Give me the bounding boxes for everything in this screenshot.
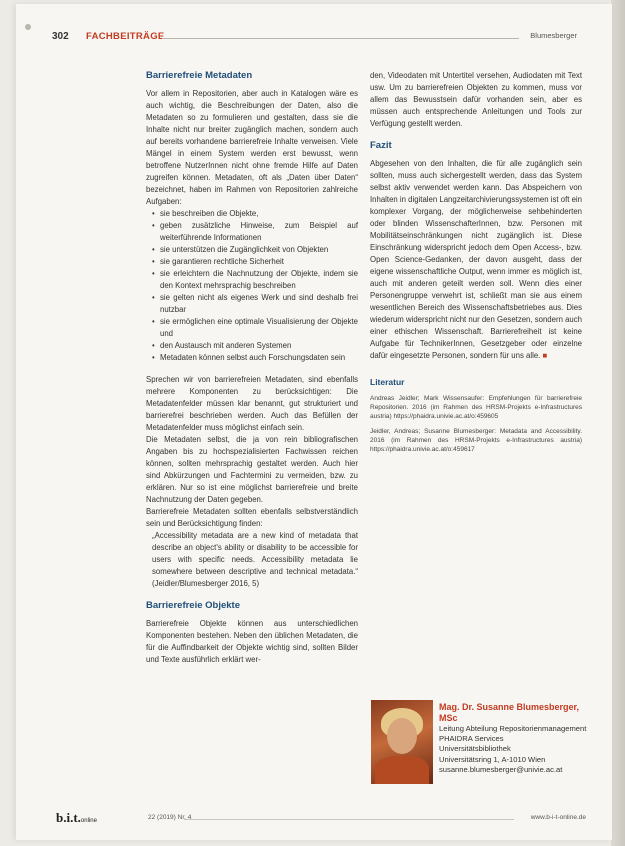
author-name: Mag. Dr. Susanne Blumesberger, MSc bbox=[439, 702, 580, 723]
author-box bbox=[371, 700, 586, 790]
fazit-text: Abgesehen von den Inhalten, die für alle zugänglich sein sollten, muss auch sichergestellt werden, dass das System selbst aktiv verwendet werden kann. Das Abspeichern von Inhalten in digitalen Langzeitarchivierungssystemen ist oft ein komplexer Vorgang, der möglicherweise sehbehinderten oder blinden WissenschafterInnen, bzw. Personen mit Mobilitätseinschränkungen nicht zugänglich ist. Diese Einschränkung widerspricht jedoch dem Open Access-, bzw. Open Science-Gedanken, der davon ausgeht, dass der eigene wissenschaftliche Output, wenn immer es möglich ist, auch mit anderen geteilt werden soll. Wenn dies einer Personengruppe verwehrt ist, schließt man sie aus einem wesentlichen Bereich des Wissenschaftsbetriebes aus. Dies wiederum widerspricht nicht nur den Gesetzen, sondern auch einer ethischen Wissenschaft. Barrierefreiheit ist keine Aufgabe für TechnikerInnen, Gesetzgeber oder einzelne dafür eingesetzte Personen, sondern für uns alle. bbox=[370, 159, 582, 360]
list-item: • geben zusätzliche Hinweise, zum Beispiel auf weiterführende Informationen bbox=[154, 220, 358, 244]
list-item: • sie garantieren rechtliche Sicherheit bbox=[154, 256, 358, 268]
list-item: • sie erleichtern die Nachnutzung der Objekte, indem sie den Kontext mehrsprachig beschreiben bbox=[154, 268, 358, 292]
list-item: • sie unterstützen die Zugänglichkeit von Objekten bbox=[154, 244, 358, 256]
paragraph: Barrierefreie Metadaten sollten ebenfalls selbstverständlich sein und Berücksichtigung finden: bbox=[146, 507, 358, 528]
issue-label: 22 (2019) Nr. 4 bbox=[148, 814, 192, 821]
page-edge-shadow bbox=[611, 0, 625, 846]
header-author: Blumesberger bbox=[530, 31, 577, 40]
section-label: FACHBEITRÄGE bbox=[86, 31, 165, 42]
heading-fazit: Fazit bbox=[370, 140, 392, 151]
punch-hole bbox=[25, 24, 31, 30]
end-mark: ■ bbox=[542, 351, 548, 360]
paragraph: Sprechen wir von barrierefreien Metadaten, sind ebenfalls mehrere Komponenten zu berücksichtigen: Die Metadatenfelder müssen klar benannt, gut strukturiert und barrierefrei beschrieben werden. Auch das Befüllen der Metadatenfelder muss möglichst einfach sein. bbox=[146, 375, 358, 432]
heading-barrierefreie-metadaten: Barrierefreie Metadaten bbox=[146, 70, 253, 81]
reference-list bbox=[370, 394, 582, 454]
list-item: • sie gelten nicht als eigenes Werk und sind deshalb frei nutzbar bbox=[154, 292, 358, 316]
footer-rule bbox=[184, 819, 514, 820]
list-item: • sie beschreiben die Objekte, bbox=[154, 208, 358, 220]
paragraph: den, Videodaten mit Untertitel versehen, Audiodaten mit Text usw. Um zu barrierefreien Objekten zu kommen, muss vor allem das Bewusstsein dafür vorhanden sein, aber es müssen auch entsprechende Anleitungen und Tools zur Verfügung gestellt werden. bbox=[370, 71, 582, 128]
bit-logo: b.i.t.online bbox=[56, 810, 97, 825]
header-rule bbox=[162, 38, 519, 39]
paragraph bbox=[370, 158, 582, 362]
author-email: susanne.blumesberger@univie.ac.at bbox=[439, 764, 563, 774]
right-column bbox=[370, 70, 582, 460]
paragraph: Die Metadaten selbst, die ja von rein bibliografischen Angaben bis zu hochspezialisierten Fachwissen reichen können, sollten mehrsprachig gestaltet werden. Auch hier sind Abkürzungen und Fachtermini zu vermeiden, bzw. zu erklären. Nur so ist eine möglichst barrierefreie und breite Nachnutzung der Daten gegeben. bbox=[146, 435, 358, 504]
author-line: Universitätsbibliothek bbox=[439, 744, 511, 754]
block-quote: „Accessibility metadata are a new kind of metadata that describe an object's ability or disability to be accessible for users with specific needs. Accessibility metadata lie somewhere between descriptive and technical metadata.“ (Jeidler/Blumesberger 2016, 5) bbox=[152, 531, 358, 588]
running-header bbox=[52, 31, 577, 45]
page-number: 302 bbox=[52, 31, 69, 42]
footer-url: www.b-i-t-online.de bbox=[530, 814, 586, 821]
left-column bbox=[146, 70, 358, 666]
author-line: Universitätsring 1, A-1010 Wien bbox=[439, 754, 546, 764]
reference-item: Jeidler, Andreas; Susanne Blumesberger: Metadata and Accessibility. 2016 (im Rahmen des HRSM-Projekts e-Infrastructures austria) https://phaidra.univie.ac.at/o:459617 bbox=[370, 428, 582, 453]
author-line: Leitung Abteilung Repositorienmanagement PHAIDRA Services bbox=[439, 724, 587, 744]
author-photo bbox=[371, 700, 433, 784]
heading-barrierefreie-objekte: Barrierefreie Objekte bbox=[146, 600, 240, 611]
list-item: • den Austausch mit anderen Systemen bbox=[154, 340, 358, 352]
author-info bbox=[439, 702, 589, 775]
task-list bbox=[146, 208, 358, 364]
paragraph: Barrierefreie Objekte können aus unterschiedlichen Komponenten bestehen. Neben den üblichen Metadaten, die für die Auffindbarkeit der Objekte wichtig sind, sollten Bilder und Texte ausführlich erklärt wer- bbox=[146, 619, 358, 664]
page-footer bbox=[56, 812, 586, 826]
paragraph: Vor allem in Repositorien, aber auch in Katalogen wäre es auch wichtig, die Beschreibungen der Daten, also die Metadaten so zu formulieren und gestalten, dass sie die Inhalte nicht nur breiter zugänglich machen, sondern auch auf bereits vorhandene barrierefreie Inhalte verweisen. Viele Mängel in einem System werden erst bewusst, wenn betroffene NutzerInnen nicht ohne fremde Hilfe auf Daten zugreifen können. Metadaten, oft als „Daten über Daten“ bezeichnet, haben im Rahmen von Repositorien zahlreiche Aufgaben: bbox=[146, 89, 358, 206]
list-item: • Metadaten können selbst auch Forschungsdaten sein bbox=[154, 352, 358, 364]
heading-literatur: Literatur bbox=[370, 377, 405, 387]
list-item: • sie ermöglichen eine optimale Visualisierung der Objekte und bbox=[154, 316, 358, 340]
reference-item: Andreas Jeidler; Mark Wissensaufer: Empfehlungen für barrierefreie Repositorien. 2016 (im Rahmen des HRSM-Projekts e-Infrastructures austria) https://phaidra.univie.ac.at/o:459605 bbox=[370, 395, 582, 420]
